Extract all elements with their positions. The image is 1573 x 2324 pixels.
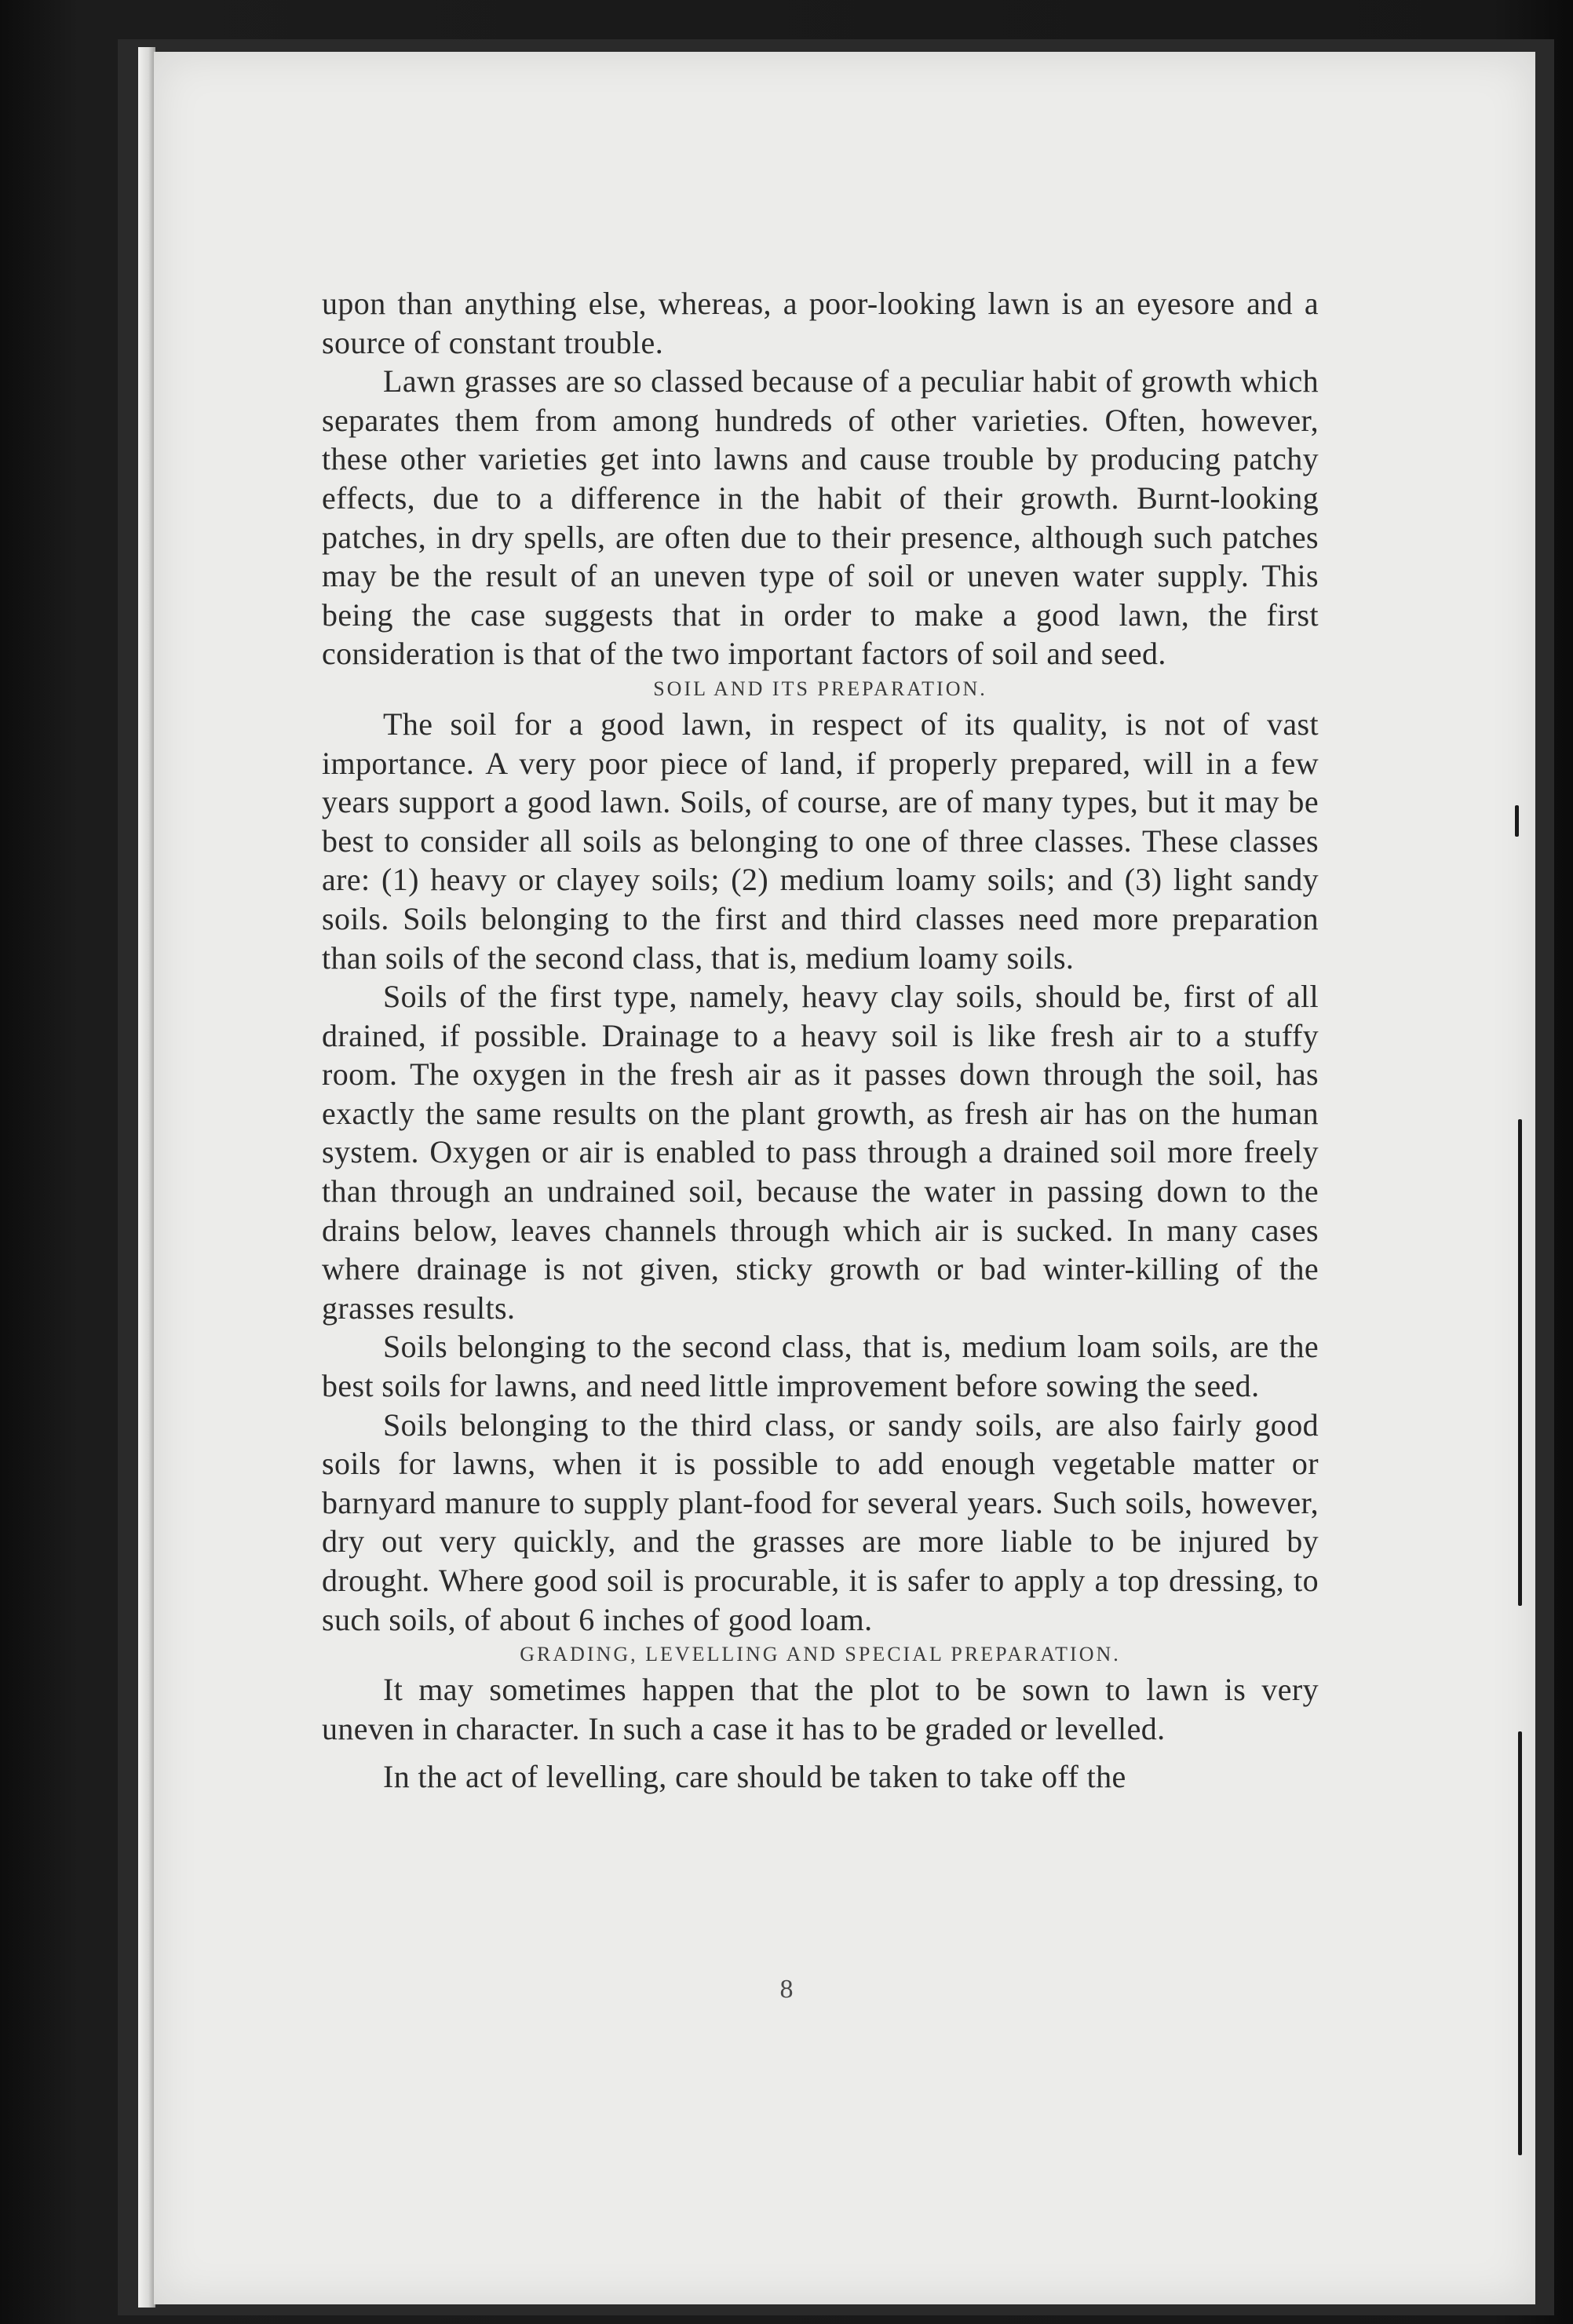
paragraph: In the act of levelling, care should be taken to take off the [383,1759,1126,1795]
section-heading: GRADING, LEVELLING AND SPECIAL PREPARATION. [520,1643,1121,1666]
paragraph: Soils belonging to the second class, that is, medium loam soils, are the best soils for lawns, and need little improvement before sowing the seed. [322,1329,1319,1404]
scan-mark [1515,805,1519,837]
paragraph: The soil for a good lawn, in respect of its quality, is not of vast importance. A very poor piece of land, if properly prepared, will in a few years support a good lawn. Soils, of course, are of many types, but it may be best to consider all soils as belonging to one of three classes. These classes are: (1) heavy or clayey soils; (2) medium loamy soils; and (3) light sandy soils. Soils belonging to the first and third classes need more preparation than soils of the second class, that is, medium loamy soils. [322,706,1319,976]
scan-mark [1518,1119,1522,1606]
section-heading: SOIL AND ITS PREPARATION. [653,677,987,700]
paragraph: Lawn grasses are so classed because of a peculiar habit of growth which separates them from among hundreds of other varieties. Often, however, these other varieties get into lawns and cause trouble by producing patchy effects, due to a difference in the habit of their growth. Burnt-looking patches, in dry spells, are often due to their presence, although such patches may be the result of an uneven type of soil or uneven water supply. This being the case suggests that in order to make a good lawn, the first consideration is that of the two important factors of soil and seed. [322,363,1319,672]
paragraph: It may sometimes happen that the plot to be sown to lawn is very uneven in character. In such a case it has to be graded or levelled. [322,1672,1319,1746]
scan-mark [1518,1731,1522,2155]
body-text [322,284,1319,1797]
page-number: 8 [779,1975,794,2004]
paragraph: upon than anything else, whereas, a poor-looking lawn is an eyesore and a source of constant trouble. [322,286,1319,360]
paragraph: Soils of the first type, namely, heavy clay soils, should be, first of all drained, if possible. Drainage to a heavy soil is like fresh air to a stuffy room. The oxygen in the fresh air as it passes down through the soil, has exactly the same results on the plant growth, as fresh air has on the human system. Oxygen or air is enabled to pass through a drained soil more freely than through an undrained soil, because the water in passing down to the drains below, leaves channels through which air is sucked. In many cases where drainage is not given, sticky growth or bad winter-killing of the grasses results. [322,979,1319,1326]
paragraph: Soils belonging to the third class, or sandy soils, are also fairly good soils for lawns, when it is possible to add enough vegetable matter or barnyard manure to supply plant-food for several years. Such soils, however, dry out very quickly, and the grasses are more liable to be injured by drought. Where good soil is procurable, it is safer to apply a top dressing, to such soils, of about 6 inches of good loam. [322,1406,1319,1637]
binding-edge [138,47,155,2308]
